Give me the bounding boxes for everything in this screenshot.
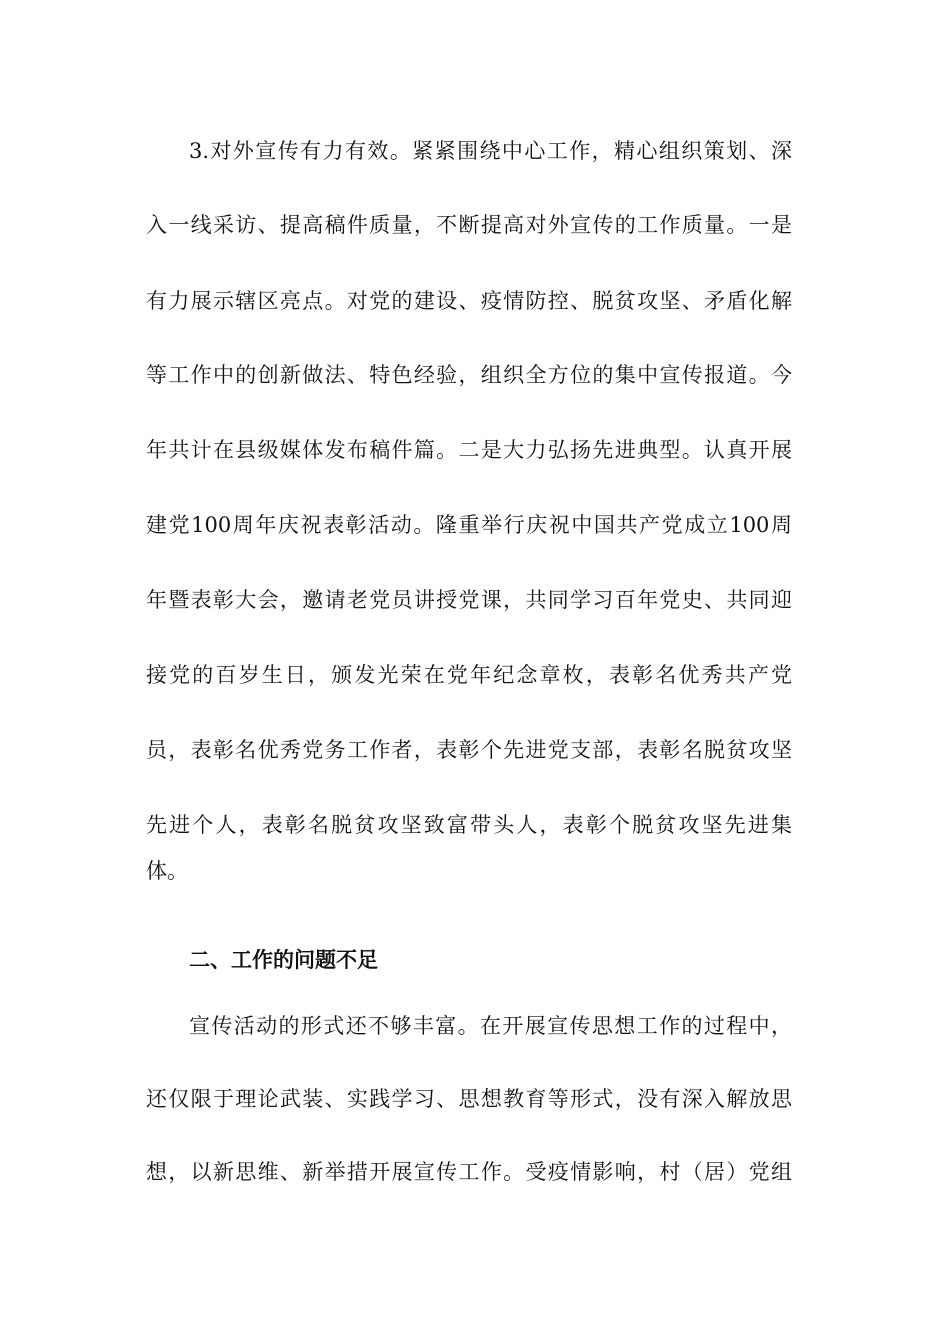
section-heading: 二、工作的问题不足	[189, 948, 378, 972]
paragraph-line: 先进个人，表彰名脱贫攻坚致富带头人，表彰个脱贫攻坚先进集	[146, 813, 792, 837]
paragraph-line: 年暨表彰大会，邀请老党员讲授党课，共同学习百年党史、共同迎	[146, 588, 792, 612]
paragraph-line: 建党100周年庆祝表彰活动。隆重举行庆祝中国共产党成立100周	[146, 513, 792, 537]
paragraph-line: 想，以新思维、新举措开展宣传工作。受疫情影响，村（居）党组	[146, 1160, 792, 1184]
paragraph-line: 有力展示辖区亮点。对党的建设、疫情防控、脱贫攻坚、矛盾化解	[146, 289, 792, 313]
paragraph-line: 还仅限于理论武装、实践学习、思想教育等形式，没有深入解放思	[146, 1087, 792, 1111]
paragraph-line: 接党的百岁生日，颁发光荣在党年纪念章枚，表彰名优秀共产党	[146, 663, 792, 687]
paragraph-line: 3.对外宣传有力有效。紧紧围绕中心工作，精心组织策划、深	[189, 139, 792, 163]
paragraph-line: 等工作中的创新做法、特色经验，组织全方位的集中宣传报道。今	[146, 363, 792, 387]
paragraph-line: 入一线采访、提高稿件质量，不断提高对外宣传的工作质量。一是	[146, 213, 792, 237]
paragraph-line: 宣传活动的形式还不够丰富。在开展宣传思想工作的过程中，	[189, 1014, 792, 1038]
paragraph-line: 体。	[146, 859, 188, 883]
paragraph-line: 员，表彰名优秀党务工作者，表彰个先进党支部，表彰名脱贫攻坚	[146, 738, 792, 762]
paragraph-line: 年共计在县级媒体发布稿件篇。二是大力弘扬先进典型。认真开展	[146, 438, 792, 462]
